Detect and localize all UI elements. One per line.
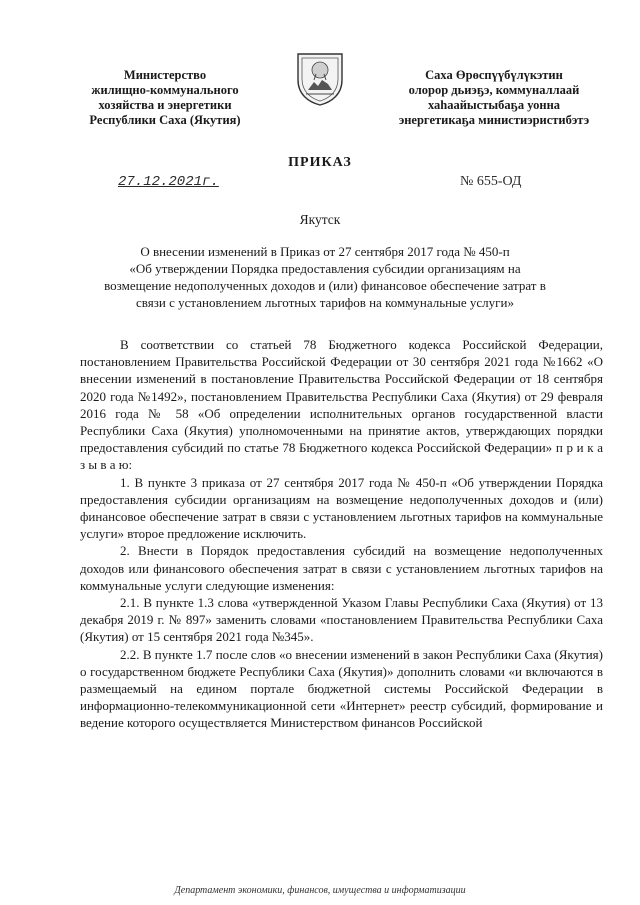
clause-2-2-paragraph: 2.2. В пункте 1.7 после слов «о внесении изменений в закон Республики Саха (Якутия) о государственном бюджете Республики Саха (Якутия)» дополнить словами «и включаются в размещаемый на едином портале бюджетной системы Российской Федерации в информационно-телекоммуникационной сети «Интернет» реестр субсидий, формирование и ведение которого осуществляется Министерством финансов Российской (80, 646, 603, 731)
order-date: 27.12.2021г. (118, 174, 219, 190)
ministry-name-line: хозяйства и энергетики (98, 98, 232, 112)
order-body (80, 336, 603, 732)
preamble-paragraph: В соответствии со статьей 78 Бюджетного кодекса Российской Федерации, постановлением Правительства Российской Федерации от 30 сентября 2021 года №1662 «О внесении изменений в постановление Правительства Российской Федерации от 18 сентября 2020 года №1492», постановлением Правительства Республики Саха (Якутия) от 29 февраля 2016 года № 58 «Об определении исполнительных органов государственной власти Республики Саха (Якутия) уполномоченными на принятие актов, утверждающих порядки предоставления субсидий по статье 78 Бюджетного кодекса Российской Федерации» п р и к а з ы в а ю: (80, 337, 603, 473)
ministry-name-line: энергетикаҕа министиэристибэтэ (398, 113, 590, 127)
clause-1-paragraph: 1. В пункте 3 приказа от 27 сентября 2017 года № 450-п «Об утверждении Порядка предоставления субсидии организациям на возмещение недополученных доходов и (или) финансовое обеспечение затрат в связи с установлением льготных тарифов на коммунальные услуги» второе предложение исключить. (80, 474, 603, 542)
clause-2-paragraph: 2. Внести в Порядок предоставления субсидий на возмещение недополученных доходов или финансового обеспечения затрат в связи с установлением льготных тарифов на коммунальные услуги следующие изменения: (80, 543, 603, 593)
heading-line: О внесении изменений в Приказ от 27 сентября 2017 года № 450-п (140, 244, 510, 259)
footer-department: Департамент экономики, финансов, имущества и информатизации (174, 885, 466, 896)
coat-of-arms-icon (294, 50, 346, 106)
heading-line: «Об утверждении Порядка предоставления субсидии организациям на (129, 261, 521, 276)
ministry-name-russian (60, 68, 270, 128)
ministry-name-line: хаһаайыстыбаҕа уонна (427, 98, 561, 112)
ministry-name-line: жилищно-коммунального (91, 83, 239, 97)
order-heading (55, 243, 595, 311)
ministry-name-line: Республики Саха (Якутия) (89, 113, 241, 127)
ministry-name-line: Саха Өрөспүүбүлүкэтин (425, 68, 563, 82)
ministry-name-yakut (378, 68, 610, 128)
heading-line: возмещение недополученных доходов и (или) финансовое обеспечение затрат в (104, 278, 546, 293)
document-title: ПРИКАЗ (288, 155, 352, 170)
ministry-name-line: олорор дьиэҕэ, коммуналлаай (408, 83, 580, 97)
order-number: № 655-ОД (460, 174, 522, 189)
heading-line: связи с установлением льготных тарифов на коммунальные услуги» (136, 295, 514, 310)
city-name: Якутск (299, 212, 341, 227)
ministry-name-line: Министерство (123, 68, 207, 82)
clause-2-1-paragraph: 2.1. В пункте 1.3 слова «утвержденной Указом Главы Республики Саха (Якутия) от 13 декабря 2019 г. № 897» заменить словами «постановлением Правительства Республики Саха (Якутия) от 15 сентября 2021 года №345». (80, 595, 603, 645)
